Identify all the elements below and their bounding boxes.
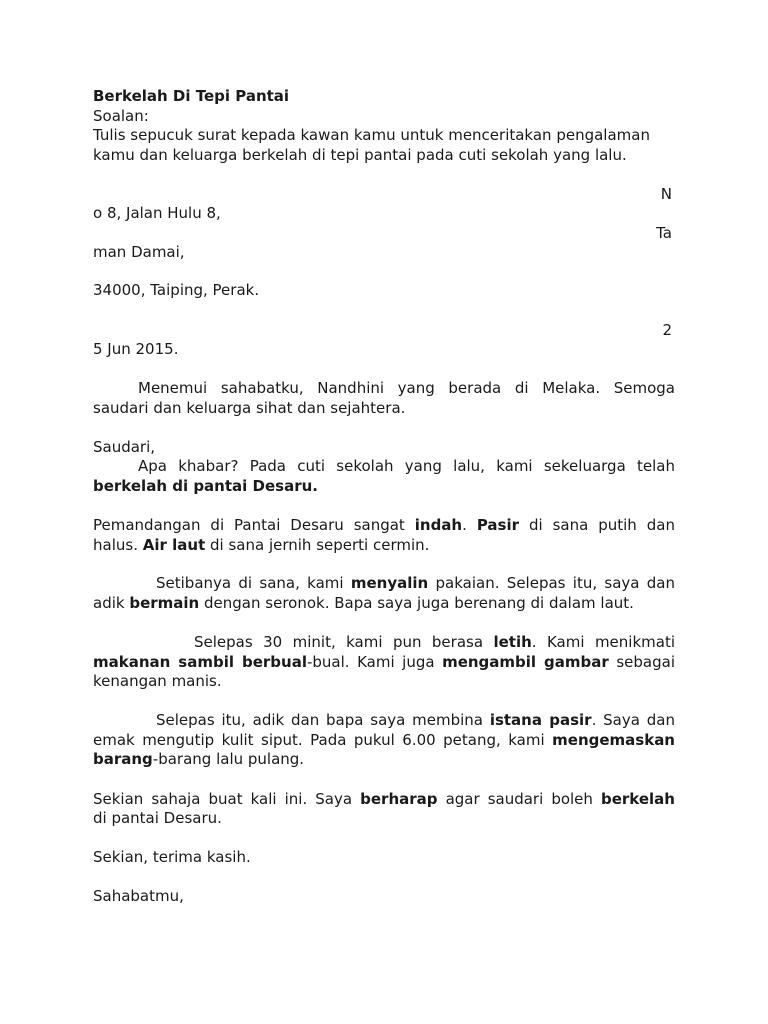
signoff: Sahabatmu, (93, 887, 184, 905)
bold-run: berharap (360, 790, 438, 808)
para3-line1 (93, 573, 675, 593)
para6-line2: di pantai Desaru. (93, 809, 222, 827)
question-line: Tulis sepucuk surat kepada kawan kamu untuk menceritakan pengalaman (93, 126, 650, 144)
letter-title: Berkelah Di Tepi Pantai (93, 87, 290, 105)
para4-line2 (93, 652, 675, 672)
text-run: adik (93, 594, 125, 612)
opening-line: saudari dan keluarga sihat dan sejahtera. (93, 399, 406, 417)
bold-run: bermain (129, 594, 200, 612)
text-run: . (462, 516, 467, 534)
date-head: 2 (662, 321, 672, 339)
salutation: Saudari, (93, 438, 156, 456)
para1-bold-line: berkelah di pantai Desaru. (93, 477, 318, 495)
bold-run: mengemaskan (552, 731, 675, 749)
address-line3: 34000, Taiping, Perak. (93, 281, 260, 299)
text-run: Selepas 30 minit, kami pun berasa (194, 633, 484, 651)
text-run: -bual. Kami juga (306, 653, 435, 671)
bold-run: Pasir (476, 516, 520, 534)
text-run: di sana jernih seperti cermin. (210, 536, 430, 554)
text-run: Sekian sahaja buat kali ini. Saya (93, 790, 353, 808)
text-run: Selepas itu, adik dan bapa saya membina (156, 711, 483, 729)
para4-line3: kenangan manis. (93, 672, 222, 690)
bold-run: letih (493, 633, 532, 651)
address-line2-head: Ta (656, 224, 672, 242)
text-run: dengan seronok. Bapa saya juga berenang di dalam laut. (204, 594, 634, 612)
text-run: . Saya dan (591, 711, 675, 729)
text-run: -barang lalu pulang. (152, 750, 305, 768)
bold-run: mengambil gambar (442, 653, 609, 671)
para1-line: Apa khabar? Pada cuti sekolah yang lalu, kami sekeluarga telah (138, 457, 675, 475)
address-line2-tail: man Damai, (93, 243, 185, 261)
para5-line3 (93, 749, 304, 769)
para4-line1 (93, 632, 675, 652)
date-tail: 5 Jun 2015. (93, 340, 179, 358)
para6-line1 (93, 789, 675, 809)
bold-run: menyalin (350, 574, 429, 592)
para5-line1 (93, 710, 675, 730)
text-run: emak mengutip kulit siput. Pada pukul 6.00 petang, kami (93, 731, 545, 749)
text-run: halus. (93, 536, 138, 554)
bold-run: berkelah (600, 790, 675, 808)
closing: Sekian, terima kasih. (93, 848, 251, 866)
text-run: sebagai (616, 653, 675, 671)
text-run: di sana putih dan (528, 516, 675, 534)
text-run: agar saudari boleh (445, 790, 593, 808)
bold-run: Air laut (142, 536, 206, 554)
para3-line2 (93, 593, 634, 613)
para2-line2 (93, 535, 429, 555)
opening-line: Menemui sahabatku, Nandhini yang berada di Melaka. Semoga (138, 379, 675, 397)
text-run: Setibanya di sana, kami (156, 574, 344, 592)
address-line1-tail: o 8, Jalan Hulu 8, (93, 204, 221, 222)
bold-run: indah (414, 516, 463, 534)
para2-line1 (93, 515, 675, 535)
text-run: Pemandangan di Pantai Desaru sangat (93, 516, 405, 534)
bold-run: barang (93, 750, 153, 768)
bold-run: makanan sambil berbual (93, 653, 307, 671)
para5-line2 (93, 730, 675, 750)
question-line: kamu dan keluarga berkelah di tepi pantai pada cuti sekolah yang lalu. (93, 146, 627, 164)
text-run: . Kami menikmati (531, 633, 675, 651)
address-line1-head: N (660, 185, 672, 203)
bold-run: istana pasir (489, 711, 592, 729)
text-run: pakaian. Selepas itu, saya dan (435, 574, 675, 592)
question-label: Soalan: (93, 107, 149, 125)
